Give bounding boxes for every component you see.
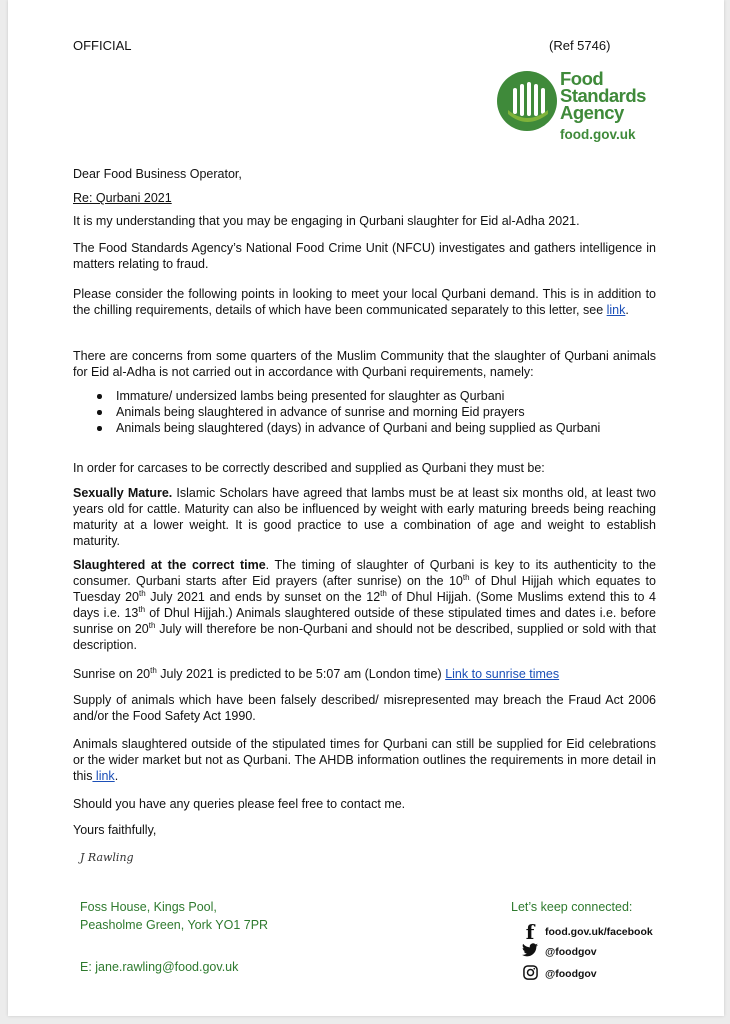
facebook-row[interactable]: f food.gov.uk/facebook [521, 920, 653, 944]
reference-number: (Ref 5746) [549, 38, 611, 53]
instagram-row[interactable]: @foodgov [521, 965, 597, 983]
chilling-requirements-link[interactable]: link [606, 303, 626, 317]
paragraph-fraud-act: Supply of animals which have been falsely described/ misrepresented may breach the Fraud Act 2006 and/or the Food Safety Act 1990. [73, 693, 656, 723]
instagram-icon [521, 965, 539, 983]
list-item: Animals being slaughtered in advance of sunrise and morning Eid prayers [73, 404, 656, 420]
paragraph-3: Please consider the following points in looking to meet your local Qurbani demand. This is in addition to the chilling requirements, details of which have been communicated separately to this letter, see link. [73, 287, 656, 317]
fsa-emblem-icon [496, 70, 558, 132]
ahdb-link[interactable]: link [92, 769, 115, 783]
footer-email: E: jane.rawling@food.gov.uk [80, 960, 239, 974]
paragraph-2: The Food Standards Agency’s National Food Crime Unit (NFCU) investigates and gathers intelligence in matters relating to fraud. [73, 241, 656, 271]
footer-connect-heading: Let’s keep connected: [511, 900, 633, 914]
list-item: Animals being slaughtered (days) in advance of Qurbani and being supplied as Qurbani [73, 420, 656, 436]
fsa-logo [496, 66, 666, 150]
paragraph-contact: Should you have any queries please feel free to contact me. [73, 797, 406, 811]
twitter-icon [521, 943, 539, 960]
facebook-icon: f [525, 920, 535, 944]
footer-address: Foss House, Kings Pool, Peasholme Green, York YO1 7PR [80, 900, 269, 932]
logo-url: food.gov.uk [560, 127, 636, 142]
paragraph-wider-market: Animals slaughtered outside of the stipulated times for Qurbani can still be supplied for Eid celebrations or the wider market but not as Qurbani. The AHDB information outlines the requirements in more detail in this link. [73, 737, 656, 783]
paragraph-4: There are concerns from some quarters of the Muslim Community that the slaughter of Qurbani animals for Eid al-Adha is not carried out in accordance with Qurbani requirements, namely: [73, 349, 656, 379]
paragraph-5: In order for carcases to be correctly described and supplied as Qurbani they must be: [73, 461, 545, 475]
closing: Yours faithfully, [73, 823, 157, 837]
twitter-row[interactable]: @foodgov [521, 943, 597, 960]
paragraph-maturity: Sexually Mature. Islamic Scholars have agreed that lambs must be at least six months old, at least two years old for cattle. Maturity can also be influenced by weight with early maturing breeds being reaching maturity at a lower weight. It is good practice to use a combination of age and weight to establish maturity. [73, 486, 656, 548]
paragraph-timing: Slaughtered at the correct time. The timing of slaughter of Qurbani is key to its authenticity to the consumer. Qurbani starts after Eid prayers (after sunrise) on the 10th of Dhul Hijjah which equates to Tuesday 20th July 2021 and ends by sunset on the 12th of Dhul Hijjah. (Some Muslims extend this to 4 days i.e. 13th of Dhul Hijjah.) Animals slaughtered outside of these stipulated times and dates i.e. before sunrise on 20th July will therefore be non-Qurbani and should not be described, supplied or sold with that description. [73, 558, 656, 652]
list-item: Immature/ undersized lambs being presented for slaughter as Qurbani [73, 388, 656, 404]
greeting: Dear Food Business Operator, [73, 167, 242, 181]
paragraph-1: It is my understanding that you may be engaging in Qurbani slaughter for Eid al-Adha 2021. [73, 214, 580, 228]
official-marking: OFFICIAL [73, 38, 132, 53]
paragraph-sunrise: Sunrise on 20th July 2021 is predicted to be 5:07 am (London time) Link to sunrise times [73, 665, 560, 681]
subject-line: Re: Qurbani 2021 [73, 191, 172, 205]
logo-wordmark: Food Standards Agency [560, 68, 646, 123]
signature: J Rawling [80, 851, 134, 864]
sunrise-times-link[interactable]: Link to sunrise times [445, 667, 560, 681]
concerns-list [73, 388, 656, 436]
letter-page [8, 0, 724, 1016]
